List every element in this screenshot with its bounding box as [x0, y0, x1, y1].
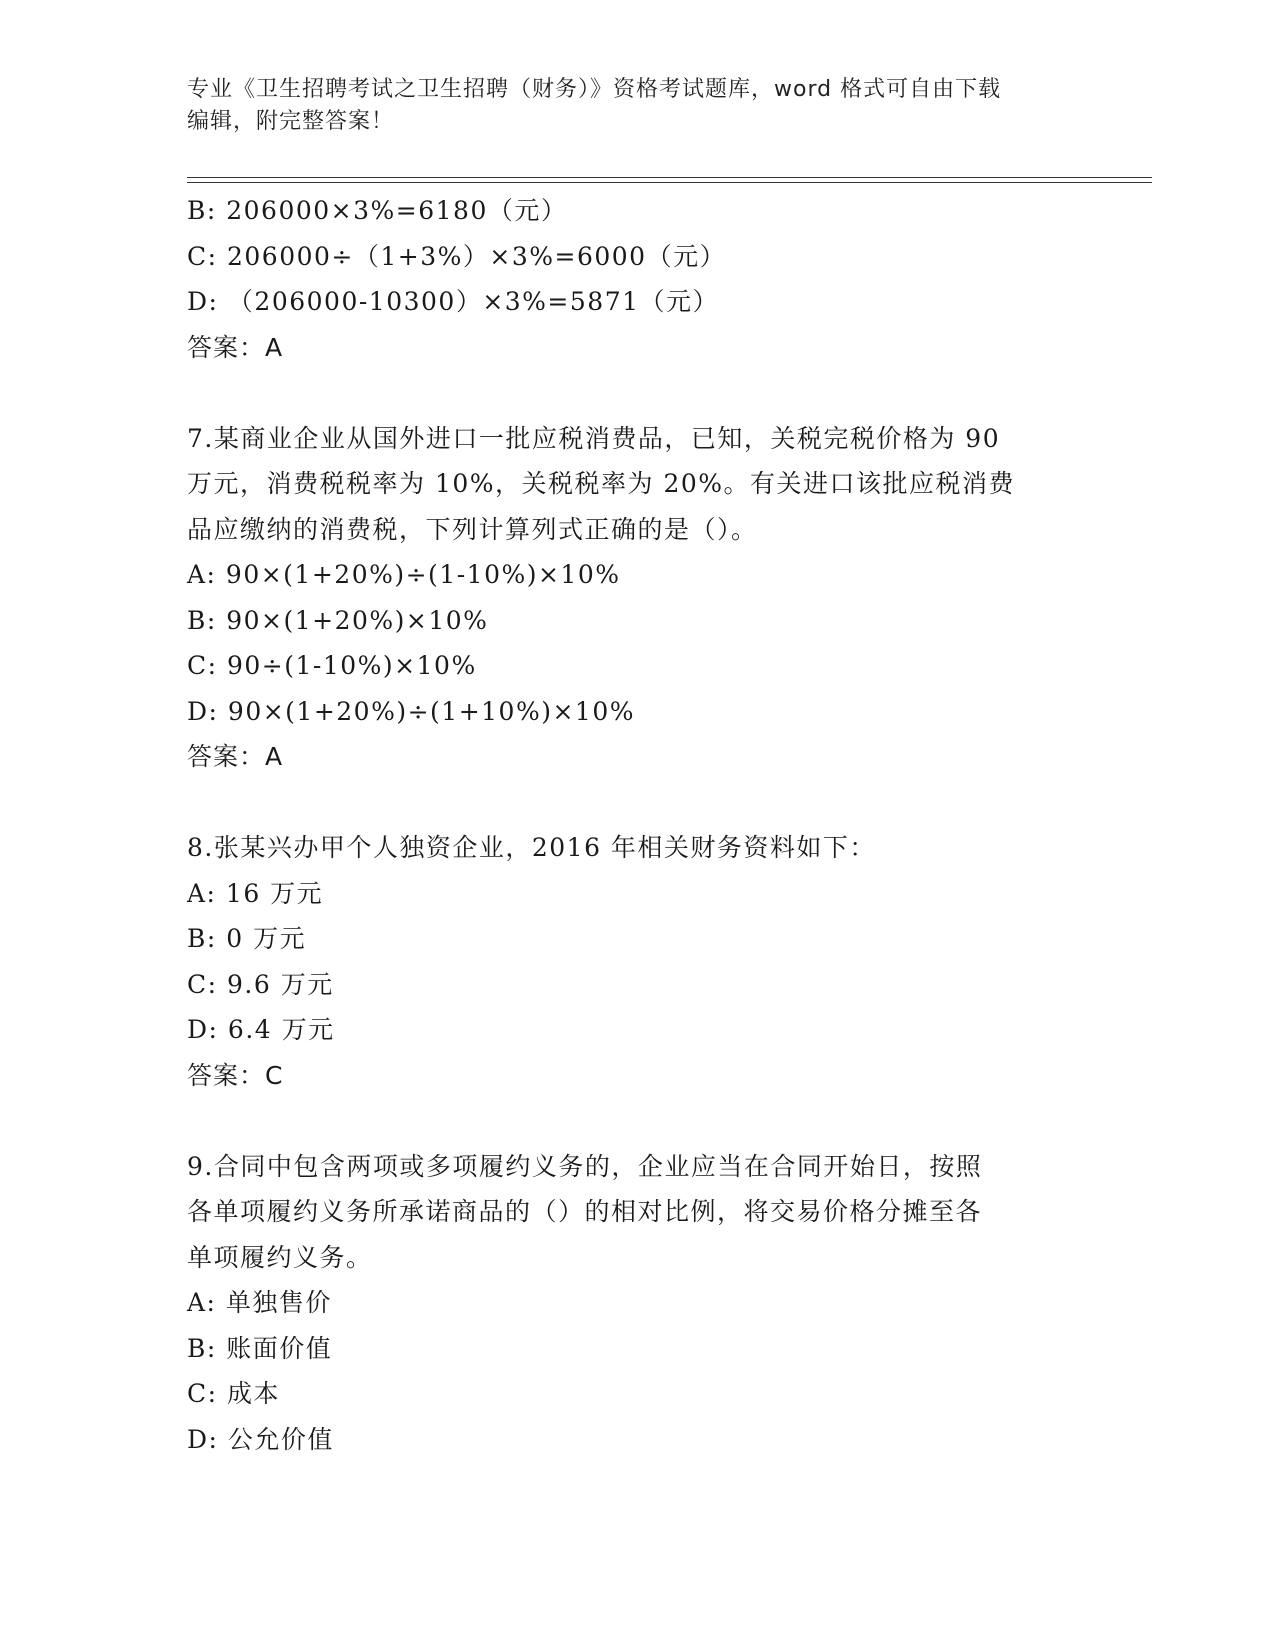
question-8 — [187, 825, 1087, 1098]
question-stem-line: 单项履约义务。 — [187, 1242, 373, 1272]
option-d: D: 6.4 万元 — [187, 1015, 335, 1044]
answer: 答案：A — [187, 742, 284, 771]
option-d: D: （206000-10300）×3%=5871（元） — [187, 287, 720, 316]
option-b: B: 账面价值 — [187, 1333, 333, 1363]
question-stem-line: 9.合同中包含两项或多项履约义务的，企业应当在合同开始日，按照 — [187, 1151, 983, 1181]
header-line-1: 专业《卫生招聘考试之卫生招聘（财务）》资格考试题库，word 格式可自由下载 — [187, 77, 1002, 102]
option-a: A: 16 万元 — [187, 878, 324, 908]
answer: 答案：A — [187, 332, 284, 362]
option-c: C: 成本 — [187, 1379, 280, 1408]
spacer — [187, 780, 1087, 826]
question-stem-line: 8.张某兴办甲个人独资企业，2016 年相关财务资料如下： — [187, 833, 876, 862]
question-stem-line: 7.某商业企业从国外进口一批应税消费品，已知，关税完税价格为 90 — [187, 423, 1001, 453]
option-c: C: 9.6 万元 — [187, 969, 334, 999]
option-d: D: 公允价值 — [187, 1424, 334, 1454]
header-divider-top — [187, 177, 1152, 178]
answer: 答案：C — [187, 1060, 284, 1090]
spacer — [187, 370, 1087, 416]
header-line-2: 编辑，附完整答案！ — [187, 109, 395, 134]
question-9 — [187, 1144, 1087, 1463]
question-6 — [187, 188, 1087, 370]
question-stem-line: 品应缴纳的消费税，下列计算列式正确的是（）。 — [187, 514, 758, 544]
question-stem-line: 万元，消费税税率为 10%，关税税率为 20%。有关进口该批应税消费 — [187, 469, 1016, 498]
option-c: C: 206000÷（1+3%）×3%=6000（元） — [187, 241, 727, 271]
question-7 — [187, 416, 1087, 780]
option-b: B: 0 万元 — [187, 924, 307, 953]
spacer — [187, 1098, 1087, 1144]
document-header — [187, 74, 1067, 138]
option-a: A: 90×(1+20%)÷(1-10%)×10% — [187, 560, 621, 589]
option-b: B: 206000×3%=6180（元） — [187, 196, 568, 225]
option-b: B: 90×(1+20%)×10% — [187, 605, 489, 635]
header-divider-bottom — [187, 182, 1152, 183]
question-stem-line: 各单项履约义务所承诺商品的（）的相对比例，将交易价格分摊至各 — [187, 1197, 983, 1226]
option-d: D: 90×(1+20%)÷(1+10%)×10% — [187, 696, 635, 726]
option-c: C: 90÷(1-10%)×10% — [187, 651, 477, 680]
question-list — [187, 188, 1087, 1462]
option-a: A: 单独售价 — [187, 1288, 332, 1317]
